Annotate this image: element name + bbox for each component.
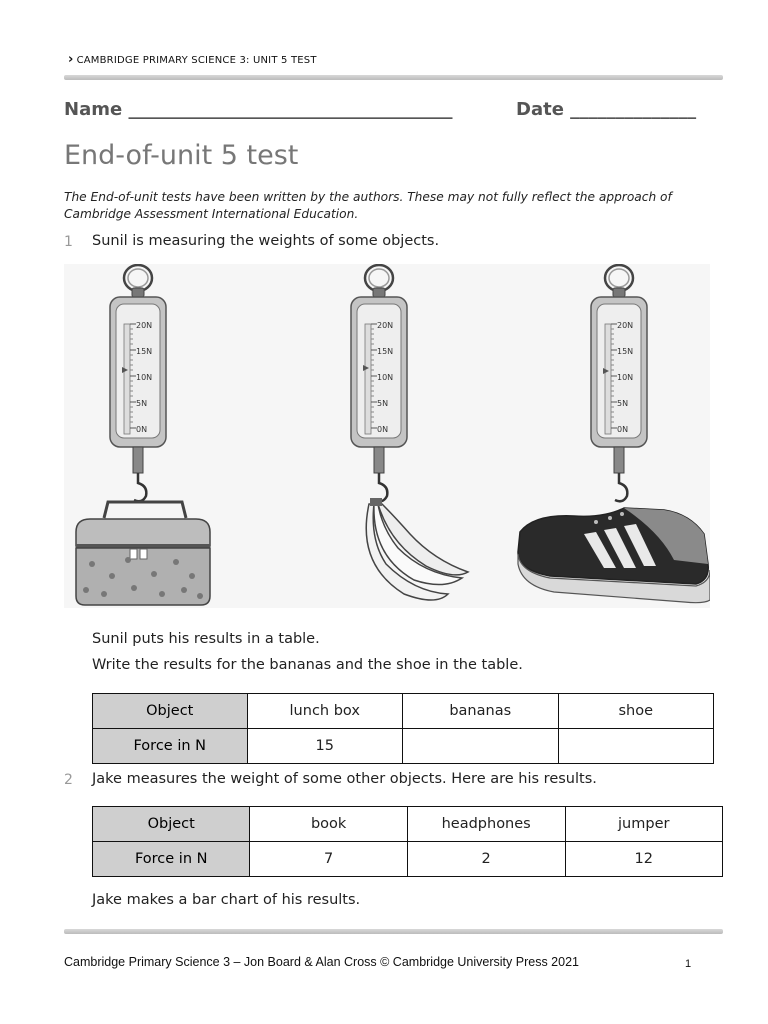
scale-tick-label: 20N <box>617 321 634 330</box>
question-1-text: Sunil is measuring the weights of some objects. <box>92 233 440 249</box>
table-cell: lunch box <box>247 694 402 729</box>
question-2-number: 2 <box>64 772 73 788</box>
shoe-icon <box>518 508 710 603</box>
running-header-text: CAMBRIDGE PRIMARY SCIENCE 3: UNIT 5 TEST <box>76 55 317 66</box>
page-number: 1 <box>685 958 692 970</box>
question-2-table <box>92 806 723 877</box>
scale-tick-label: 10N <box>617 373 634 382</box>
table-row <box>93 842 723 877</box>
question-1-number: 1 <box>64 234 73 250</box>
table-row <box>93 694 714 729</box>
running-header <box>68 52 317 67</box>
footer-rule <box>64 929 723 934</box>
table-cell: 7 <box>250 842 407 877</box>
scale-tick-label: 0N <box>617 425 629 434</box>
bananas-icon <box>366 498 468 600</box>
scale-tick-label: 15N <box>136 347 153 356</box>
table-cell: 15 <box>247 729 402 764</box>
table-cell: 2 <box>407 842 565 877</box>
table-cell: shoe <box>558 694 713 729</box>
table-cell: jumper <box>565 807 723 842</box>
table-row <box>93 729 714 764</box>
scale-tick-label: 15N <box>617 347 634 356</box>
scale-tick-label: 10N <box>136 373 153 382</box>
disclaimer-text: The End-of-unit tests have been written by the authors. These may not fully reflect the approach of Cambridge Assessment International Education. <box>64 190 672 221</box>
question-1-followup-2: Write the results for the bananas and the shoe in the table. <box>92 657 523 673</box>
header-rule <box>64 75 723 80</box>
spring-balance-icon <box>591 265 647 501</box>
page-title: End-of-unit 5 test <box>64 140 299 171</box>
answer-cell-shoe[interactable] <box>558 729 713 764</box>
question-2-followup: Jake makes a bar chart of his results. <box>92 892 361 908</box>
scale-tick-label: 10N <box>377 373 394 382</box>
spring-balance-icon <box>351 265 407 501</box>
scale-tick-label: 15N <box>377 347 394 356</box>
spring-balance-icon <box>110 265 166 501</box>
scale-tick-label: 5N <box>617 399 629 408</box>
chevron-right-icon: › <box>68 52 74 67</box>
table-cell: headphones <box>407 807 565 842</box>
name-field-label: Name ____________________________________ <box>64 99 453 120</box>
question-2-text: Jake measures the weight of some other objects. Here are his results. <box>92 771 597 787</box>
table-cell: bananas <box>402 694 558 729</box>
table-row <box>93 807 723 842</box>
scale-tick-label: 5N <box>136 399 148 408</box>
date-field-label: Date ______________ <box>516 99 697 120</box>
table-cell: 12 <box>565 842 723 877</box>
table-cell: book <box>250 807 407 842</box>
footer-credit: Cambridge Primary Science 3 – Jon Board & Alan Cross © Cambridge University Press 2021 <box>64 955 579 969</box>
question-1-followup-1: Sunil puts his results in a table. <box>92 631 320 647</box>
table-header-force: Force in N <box>93 729 248 764</box>
table-header-object: Object <box>93 807 250 842</box>
scale-tick-label: 20N <box>136 321 153 330</box>
answer-cell-bananas[interactable] <box>402 729 558 764</box>
spring-balance-figure <box>64 264 710 608</box>
question-1-table <box>92 693 714 764</box>
lunch-box-icon <box>76 502 210 605</box>
table-header-object: Object <box>93 694 248 729</box>
scale-tick-label: 20N <box>377 321 394 330</box>
name-date-row <box>64 99 724 120</box>
table-header-force: Force in N <box>93 842 250 877</box>
scale-tick-label: 5N <box>377 399 389 408</box>
scale-tick-label: 0N <box>136 425 148 434</box>
scale-tick-label: 0N <box>377 425 389 434</box>
